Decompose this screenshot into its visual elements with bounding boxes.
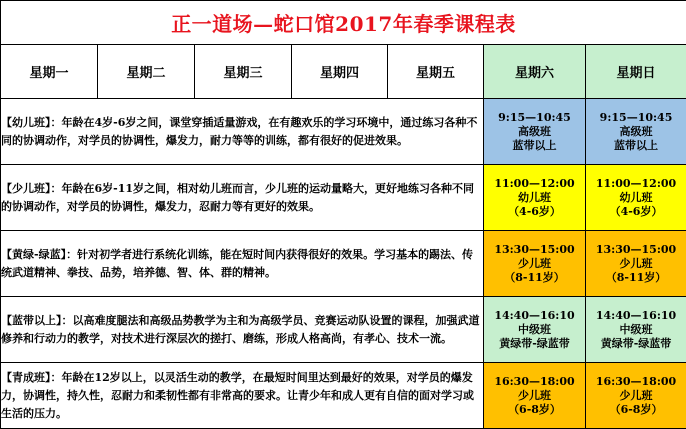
- header-tuesday: 星期二: [98, 45, 195, 99]
- saturday-slot: [484, 99, 586, 165]
- saturday-slot: [484, 297, 586, 363]
- class-row: [1, 231, 686, 297]
- slot-time: 14:40—16:10: [484, 309, 585, 323]
- slot-time: 14:40—16:10: [586, 309, 686, 323]
- sunday-slot: [586, 165, 686, 231]
- class-row: [1, 99, 686, 165]
- weekday-header-row: [1, 45, 686, 99]
- slot-level: 蓝带以上: [586, 139, 686, 153]
- class-row: [1, 363, 686, 429]
- class-row: [1, 297, 686, 363]
- header-saturday: 星期六: [484, 45, 586, 99]
- slot-level: （6-8岁）: [484, 403, 585, 417]
- header-monday: 星期一: [1, 45, 98, 99]
- class-description: 【蓝带以上】：以高难度腿法和高级品势教学为主和为高级学员、竞赛运动队设置的课程，加强武道修养和行动力的教学，对技术进行深层次的搓打、磨练，形成人格高尚，有孝心、技术一流。: [1, 297, 484, 363]
- slot-class: 中级班: [586, 323, 686, 337]
- slot-level: 蓝带以上: [484, 139, 585, 153]
- class-description: 【幼儿班】：年龄在4岁-6岁之间，课堂穿插适量游戏，在有趣欢乐的学习环境中，通过练习各种不同的协调动作，对学员的协调性，爆发力，耐力等等的训练，都有很好的促进效果。: [1, 99, 484, 165]
- sunday-slot: [586, 297, 686, 363]
- slot-class: 中级班: [484, 323, 585, 337]
- slot-level: （8-11岁）: [586, 271, 686, 285]
- slot-level: （6-8岁）: [586, 403, 686, 417]
- saturday-slot: [484, 363, 586, 429]
- saturday-slot: [484, 231, 586, 297]
- slot-level: 黄绿带-绿蓝带: [586, 337, 686, 351]
- sunday-slot: [586, 99, 686, 165]
- saturday-slot: [484, 165, 586, 231]
- header-wednesday: 星期三: [195, 45, 292, 99]
- slot-time: 9:15—10:45: [586, 111, 686, 125]
- slot-class: 幼儿班: [586, 191, 686, 205]
- slot-class: 少儿班: [484, 389, 585, 403]
- slot-class: 高级班: [586, 125, 686, 139]
- slot-time: 13:30—15:00: [484, 243, 585, 257]
- slot-time: 16:30—18:00: [484, 375, 585, 389]
- sunday-slot: [586, 231, 686, 297]
- slot-time: 13:30—15:00: [586, 243, 686, 257]
- slot-time: 11:00—12:00: [586, 177, 686, 191]
- slot-time: 16:30—18:00: [586, 375, 686, 389]
- class-description: 【少儿班】：年龄在6岁-11岁之间，相对幼儿班而言，少儿班的运动量略大，更好地练习各种不同的协调动作，对学员的协调性，爆发力，忍耐力等有更好的效果。: [1, 165, 484, 231]
- slot-level: （8-11岁）: [484, 271, 585, 285]
- slot-class: 幼儿班: [484, 191, 585, 205]
- slot-level: （4-6岁）: [484, 205, 585, 219]
- slot-time: 9:15—10:45: [484, 111, 585, 125]
- slot-class: 少儿班: [586, 257, 686, 271]
- schedule-title: 正一道场—蛇口馆2017年春季课程表: [1, 1, 686, 45]
- slot-time: 11:00—12:00: [484, 177, 585, 191]
- class-row: [1, 165, 686, 231]
- header-thursday: 星期四: [292, 45, 388, 99]
- class-description: 【青成班】：年龄在12岁以上，以灵活生动的教学，在最短时间里达到最好的效果，对学员的爆发力，协调性，持久性，忍耐力和柔韧性都有非常高的要求。让青少年和成人更有自信的面对学习或生活的压力。: [1, 363, 484, 429]
- sunday-slot: [586, 363, 686, 429]
- slot-level: 黄绿带-绿蓝带: [484, 337, 585, 351]
- slot-class: 少儿班: [484, 257, 585, 271]
- slot-class: 少儿班: [586, 389, 686, 403]
- class-description: 【黄绿-绿蓝】：针对初学者进行系统化训练，能在短时间内获得很好的效果。学习基本的踢法、传统武道精神、拳技、品势，培养德、智、体、群的精神。: [1, 231, 484, 297]
- header-sunday: 星期日: [586, 45, 686, 99]
- slot-level: （4-6岁）: [586, 205, 686, 219]
- header-friday: 星期五: [388, 45, 484, 99]
- slot-class: 高级班: [484, 125, 585, 139]
